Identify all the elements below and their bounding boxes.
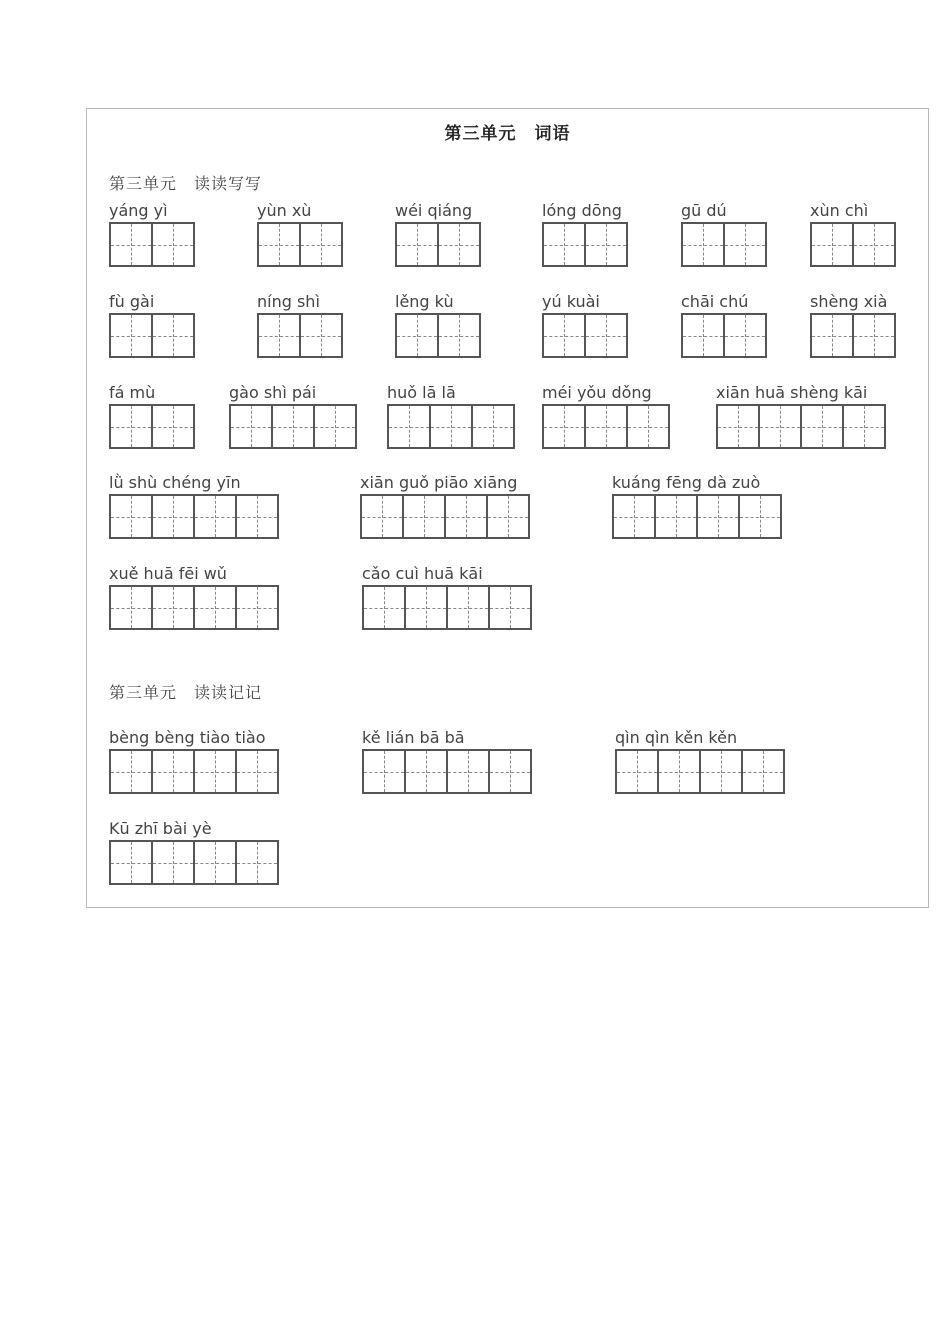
writing-cell[interactable] — [741, 749, 785, 794]
writing-cell[interactable] — [257, 313, 301, 358]
writing-cell[interactable] — [151, 840, 195, 885]
pinyin-label: chāi chú — [681, 292, 749, 311]
writing-cell[interactable] — [488, 585, 532, 630]
writing-cell[interactable] — [193, 840, 237, 885]
writing-cell[interactable] — [151, 494, 195, 539]
pinyin-label: xuě huā fēi wǔ — [109, 564, 227, 583]
writing-grid — [109, 222, 193, 267]
pinyin-label: gū dú — [681, 201, 727, 220]
writing-grid — [681, 222, 765, 267]
writing-cell[interactable] — [395, 313, 439, 358]
writing-cell[interactable] — [109, 313, 153, 358]
pinyin-label: Kū zhī bài yè — [109, 819, 212, 838]
writing-grid — [716, 404, 884, 449]
pinyin-label: xiān guǒ piāo xiāng — [360, 473, 518, 492]
writing-cell[interactable] — [584, 404, 628, 449]
writing-cell[interactable] — [810, 222, 854, 267]
writing-cell[interactable] — [852, 222, 896, 267]
writing-cell[interactable] — [446, 585, 490, 630]
writing-cell[interactable] — [235, 749, 279, 794]
writing-cell[interactable] — [387, 404, 431, 449]
writing-cell[interactable] — [612, 494, 656, 539]
writing-grid — [810, 313, 894, 358]
writing-cell[interactable] — [109, 840, 153, 885]
pinyin-label: méi yǒu dǒng — [542, 383, 652, 402]
writing-cell[interactable] — [437, 222, 481, 267]
writing-cell[interactable] — [362, 585, 406, 630]
pinyin-label: huǒ lā lā — [387, 383, 456, 402]
writing-cell[interactable] — [584, 313, 628, 358]
writing-cell[interactable] — [151, 749, 195, 794]
writing-grid — [542, 404, 668, 449]
writing-cell[interactable] — [699, 749, 743, 794]
writing-cell[interactable] — [723, 313, 767, 358]
writing-cell[interactable] — [299, 222, 343, 267]
writing-grid — [542, 313, 626, 358]
writing-cell[interactable] — [471, 404, 515, 449]
writing-cell[interactable] — [229, 404, 273, 449]
writing-cell[interactable] — [402, 494, 446, 539]
writing-cell[interactable] — [404, 585, 448, 630]
vocabulary-worksheet — [86, 108, 929, 908]
writing-grid — [810, 222, 894, 267]
writing-grid — [362, 585, 530, 630]
writing-grid — [229, 404, 355, 449]
writing-cell[interactable] — [626, 404, 670, 449]
pinyin-label: yùn xù — [257, 201, 312, 220]
pinyin-label: yáng yì — [109, 201, 168, 220]
writing-grid — [612, 494, 780, 539]
pinyin-label: cǎo cuì huā kāi — [362, 564, 483, 583]
writing-cell[interactable] — [696, 494, 740, 539]
writing-cell[interactable] — [235, 494, 279, 539]
writing-cell[interactable] — [488, 749, 532, 794]
writing-grid — [109, 404, 193, 449]
writing-cell[interactable] — [657, 749, 701, 794]
section-heading-write: 第三单元 读读写写 — [109, 174, 263, 193]
writing-cell[interactable] — [235, 840, 279, 885]
writing-cell[interactable] — [738, 494, 782, 539]
writing-cell[interactable] — [486, 494, 530, 539]
pinyin-label: xiān huā shèng kāi — [716, 383, 868, 402]
writing-cell[interactable] — [151, 404, 195, 449]
writing-cell[interactable] — [681, 222, 725, 267]
pinyin-label: qìn qìn kěn kěn — [615, 728, 738, 747]
pinyin-label: lóng dōng — [542, 201, 622, 220]
writing-grid — [387, 404, 513, 449]
writing-cell[interactable] — [271, 404, 315, 449]
pinyin-label: fá mù — [109, 383, 156, 402]
writing-cell[interactable] — [723, 222, 767, 267]
writing-grid — [109, 840, 277, 885]
writing-grid — [360, 494, 528, 539]
writing-cell[interactable] — [193, 749, 237, 794]
writing-cell[interactable] — [235, 585, 279, 630]
writing-cell[interactable] — [852, 313, 896, 358]
writing-grid — [257, 222, 341, 267]
writing-grid — [395, 313, 479, 358]
writing-cell[interactable] — [151, 313, 195, 358]
writing-cell[interactable] — [758, 404, 802, 449]
writing-cell[interactable] — [444, 494, 488, 539]
pinyin-label: gào shì pái — [229, 383, 317, 402]
writing-cell[interactable] — [299, 313, 343, 358]
writing-grid — [257, 313, 341, 358]
pinyin-label: lěng kù — [395, 292, 454, 311]
section-heading-remember: 第三单元 读读记记 — [109, 683, 263, 702]
writing-grid — [395, 222, 479, 267]
writing-grid — [109, 313, 193, 358]
writing-grid — [109, 749, 277, 794]
writing-cell[interactable] — [109, 222, 153, 267]
writing-cell[interactable] — [151, 222, 195, 267]
writing-grid — [615, 749, 783, 794]
writing-cell[interactable] — [404, 749, 448, 794]
writing-cell[interactable] — [810, 313, 854, 358]
writing-cell[interactable] — [681, 313, 725, 358]
pinyin-label: yú kuài — [542, 292, 600, 311]
pinyin-label: wéi qiáng — [395, 201, 473, 220]
pinyin-label: fù gài — [109, 292, 155, 311]
pinyin-label: shèng xià — [810, 292, 888, 311]
pinyin-label: xùn chì — [810, 201, 869, 220]
writing-cell[interactable] — [360, 494, 404, 539]
writing-cell[interactable] — [842, 404, 886, 449]
pinyin-label: kuáng fēng dà zuò — [612, 473, 761, 492]
writing-cell[interactable] — [800, 404, 844, 449]
writing-cell[interactable] — [716, 404, 760, 449]
writing-cell[interactable] — [313, 404, 357, 449]
page-title: 第三单元 词语 — [444, 124, 571, 144]
pinyin-label: bèng bèng tiào tiào — [109, 728, 266, 747]
writing-grid — [109, 494, 277, 539]
writing-cell[interactable] — [446, 749, 490, 794]
writing-grid — [362, 749, 530, 794]
writing-cell[interactable] — [193, 585, 237, 630]
writing-cell[interactable] — [193, 494, 237, 539]
pinyin-label: kě lián bā bā — [362, 728, 465, 747]
writing-cell[interactable] — [151, 585, 195, 630]
writing-cell[interactable] — [654, 494, 698, 539]
pinyin-label: lǜ shù chéng yīn — [109, 473, 241, 492]
writing-grid — [109, 585, 277, 630]
writing-cell[interactable] — [257, 222, 301, 267]
writing-cell[interactable] — [109, 749, 153, 794]
writing-cell[interactable] — [109, 494, 153, 539]
pinyin-label: níng shì — [257, 292, 320, 311]
writing-cell[interactable] — [429, 404, 473, 449]
writing-cell[interactable] — [542, 313, 586, 358]
writing-cell[interactable] — [395, 222, 439, 267]
writing-cell[interactable] — [615, 749, 659, 794]
writing-cell[interactable] — [109, 404, 153, 449]
writing-cell[interactable] — [437, 313, 481, 358]
writing-cell[interactable] — [542, 404, 586, 449]
writing-grid — [542, 222, 626, 267]
writing-cell[interactable] — [362, 749, 406, 794]
writing-grid — [681, 313, 765, 358]
writing-cell[interactable] — [542, 222, 586, 267]
writing-cell[interactable] — [584, 222, 628, 267]
writing-cell[interactable] — [109, 585, 153, 630]
